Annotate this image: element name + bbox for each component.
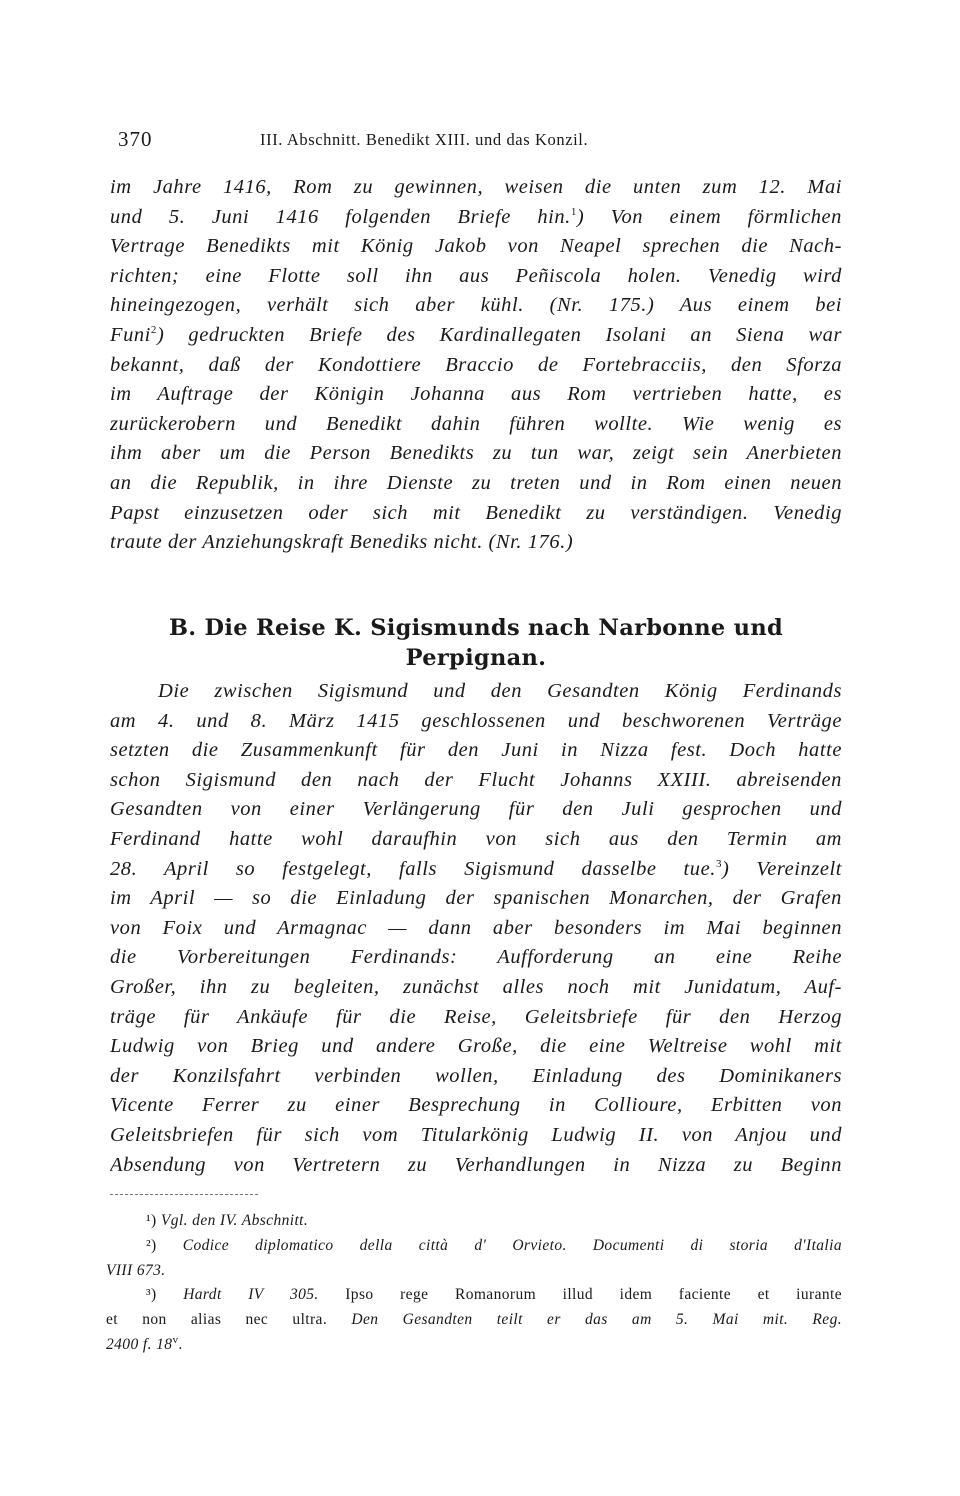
page-header (118, 127, 840, 157)
text-line: am 4. und 8. März 1415 geschlossenen und beschworenen Verträge (110, 709, 842, 732)
text-line: an die Republik, in ihre Dienste zu treten und in Rom einen neuen (110, 471, 842, 494)
text-line: der Konzilsfahrt verbinden wollen, Einladung des Dominikaners (110, 1064, 842, 1087)
section-heading (110, 613, 842, 673)
footnote-3-continuation: et non alias nec ultra. Den Gesandten teilt er das am 5. Mai mit. Reg. (106, 1311, 842, 1329)
footnote-ref: 3 (715, 857, 722, 870)
section-heading-line: Perpignan. (405, 645, 547, 671)
text-line: Ferdinand hatte wohl daraufhin von sich aus den Termin am (110, 827, 842, 850)
footnote-2-continuation: VIII 673. (106, 1261, 166, 1279)
text-line: Die zwischen Sigismund und den Gesandten König Ferdinands (158, 680, 842, 702)
footnote-1: ¹) Vgl. den IV. Abschnitt. (146, 1212, 309, 1229)
text-line: von Foix und Armagnac — dann aber besonders im Mai beginnen (110, 916, 842, 939)
section-heading-line: B. Die Reise K. Sigismunds nach Narbonne und (168, 615, 784, 641)
text-line: Gesandten von einer Verlängerung für den Juli gesprochen und (110, 798, 842, 821)
page-number: 370 (118, 127, 153, 151)
footnote-ref: 2 (150, 324, 157, 337)
footnote-ref: 1 (570, 205, 577, 218)
text-line: traute der Anziehungskraft Benediks nicht. (Nr. 176.) (110, 531, 574, 554)
text-line: richten; eine Flotte soll ihn aus Peñiscola holen. Venedig wird (110, 264, 842, 287)
text-line: Absendung von Vertretern zu Verhandlungen in Nizza zu Beginn (110, 1153, 842, 1176)
text-line: und 5. Juni 1416 folgenden Briefe hin.$^1$) Von einem förmlichen (110, 205, 842, 228)
paragraph-1 (110, 173, 842, 558)
text-line: hineingezogen, verhält sich aber kühl. (Nr. 175.) Aus einem bei (110, 294, 842, 317)
footnotes (106, 1209, 842, 1358)
text-line: im Jahre 1416, Rom zu gewinnen, weisen die unten zum 12. Mai (110, 176, 842, 198)
text-line: Ludwig von Brieg und andere Große, die eine Weltreise wohl mit (110, 1035, 842, 1058)
text-line: Geleitsbriefen für sich vom Titularkönig Ludwig II. von Anjou und (110, 1123, 842, 1146)
text-line: setzten die Zusammenkunft für den Juni in Nizza fest. Doch hatte (110, 739, 842, 762)
footnote-divider (110, 1194, 258, 1195)
text-line: bekannt, daß der Kondottiere Braccio de Fortebracciis, den Sforza (110, 353, 842, 376)
text-line: zurückerobern und Benedikt dahin führen wollte. Wie wenig es (110, 412, 842, 435)
text-line: Funi$^2$) gedruckten Briefe des Kardinallegaten Isolani an Siena war (110, 323, 842, 346)
footnote-3: ³) Hardt IV 305. Ipso rege Romanorum illud idem faciente et iurante (146, 1286, 842, 1304)
footnote-2: ²) Codice diplomatico della città d' Orvieto. Documenti di storia d'Italia (146, 1236, 842, 1254)
paragraph-2 (110, 677, 842, 1180)
text-line: 28. April so festgelegt, falls Sigismund dasselbe tue.$^3$) Vereinzelt (110, 857, 842, 880)
text-line: Papst einzusetzen oder sich mit Benedikt zu verständigen. Venedig (110, 501, 842, 524)
text-line: Vicente Ferrer zu einer Besprechung in Collioure, Erbitten von (110, 1094, 842, 1117)
text-line: ihm aber um die Person Benedikts zu tun war, zeigt sein Anerbieten (110, 442, 842, 465)
text-line: die Vorbereitungen Ferdinands: Aufforderung an eine Reihe (110, 946, 842, 969)
text-line: im Auftrage der Königin Johanna aus Rom vertrieben hatte, es (110, 383, 842, 406)
text-line: schon Sigismund den nach der Flucht Johanns XXIII. abreisenden (110, 768, 842, 791)
text-line: Vertrage Benedikts mit König Jakob von Neapel sprechen die Nach- (110, 235, 842, 258)
text-line: träge für Ankäufe für die Reise, Geleitsbriefe für den Herzog (110, 1005, 842, 1028)
running-head: III. Abschnitt. Benedikt XIII. und das Konzil. (260, 130, 589, 149)
footnote-3-end: 2400 f. 18$^v$. (106, 1333, 183, 1353)
text-line: Großer, ihn zu begleiten, zunächst alles noch mit Junidatum, Auf- (110, 975, 842, 998)
text-line: im April — so die Einladung der spanischen Monarchen, der Grafen (110, 887, 842, 910)
